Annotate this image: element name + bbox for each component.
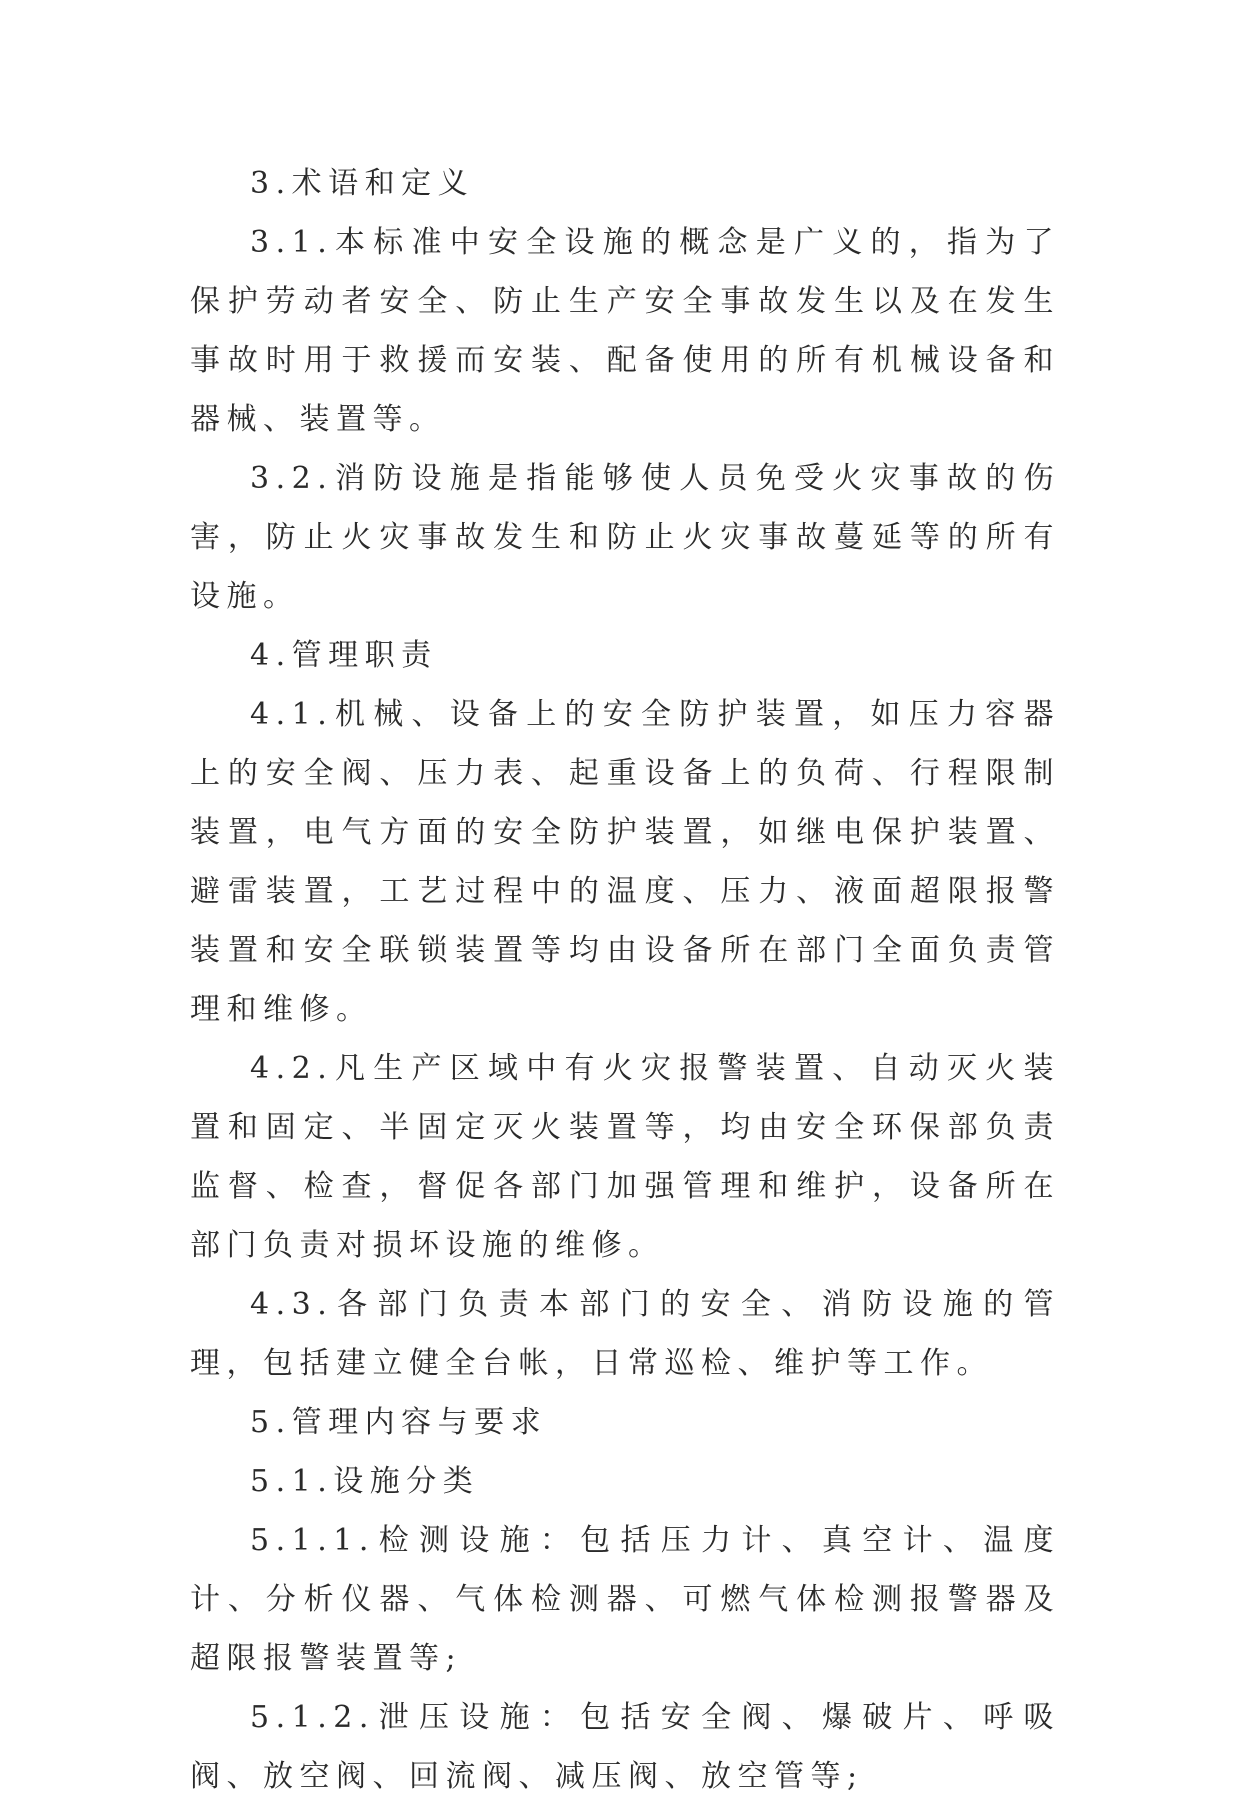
heading-facility-classification: 5.1.设施分类 bbox=[250, 1464, 480, 1499]
paragraph-4-3: 4.3.各部门负责本部门的安全、消防设施的管理，包括建立健全台帐，日常巡检、维护等工作。 bbox=[190, 1287, 1060, 1381]
paragraph-5-1-1: 5.1.1.检测设施：包括压力计、真空计、温度计、分析仪器、气体检测器、可燃气体检测报警器及超限报警装置等; bbox=[190, 1523, 1060, 1676]
heading-terms-definitions: 3.术语和定义 bbox=[250, 166, 475, 201]
paragraph-4-1: 4.1.机械、设备上的安全防护装置，如压力容器上的安全阀、压力表、起重设备上的负荷、行程限制装置，电气方面的安全防护装置，如继电保护装置、避雷装置，工艺过程中的温度、压力、液面超限报警装置和安全联锁装置等均由设备所在部门全面负责管理和维修。 bbox=[190, 697, 1060, 1027]
paragraph-5-1-2: 5.1.2.泄压设施：包括安全阀、爆破片、呼吸阀、放空阀、回流阀、减压阀、放空管等; bbox=[190, 1700, 1060, 1794]
paragraph-3-2: 3.2.消防设施是指能够使人员免受火灾事故的伤害，防止火灾事故发生和防止火灾事故蔓延等的所有设施。 bbox=[190, 461, 1060, 614]
paragraph-4-2: 4.2.凡生产区域中有火灾报警装置、自动灭火装置和固定、半固定灭火装置等，均由安全环保部负责监督、检查，督促各部门加强管理和维护，设备所在部门负责对损坏设施的维修。 bbox=[190, 1051, 1060, 1263]
heading-management-content: 5.管理内容与要求 bbox=[250, 1405, 548, 1440]
paragraph-3-1: 3.1.本标准中安全设施的概念是广义的，指为了保护劳动者安全、防止生产安全事故发生以及在发生事故时用于救援而安装、配备使用的所有机械设备和器械、装置等。 bbox=[190, 225, 1060, 437]
document-body bbox=[190, 154, 1060, 1806]
heading-management-duties: 4.管理职责 bbox=[250, 638, 438, 673]
